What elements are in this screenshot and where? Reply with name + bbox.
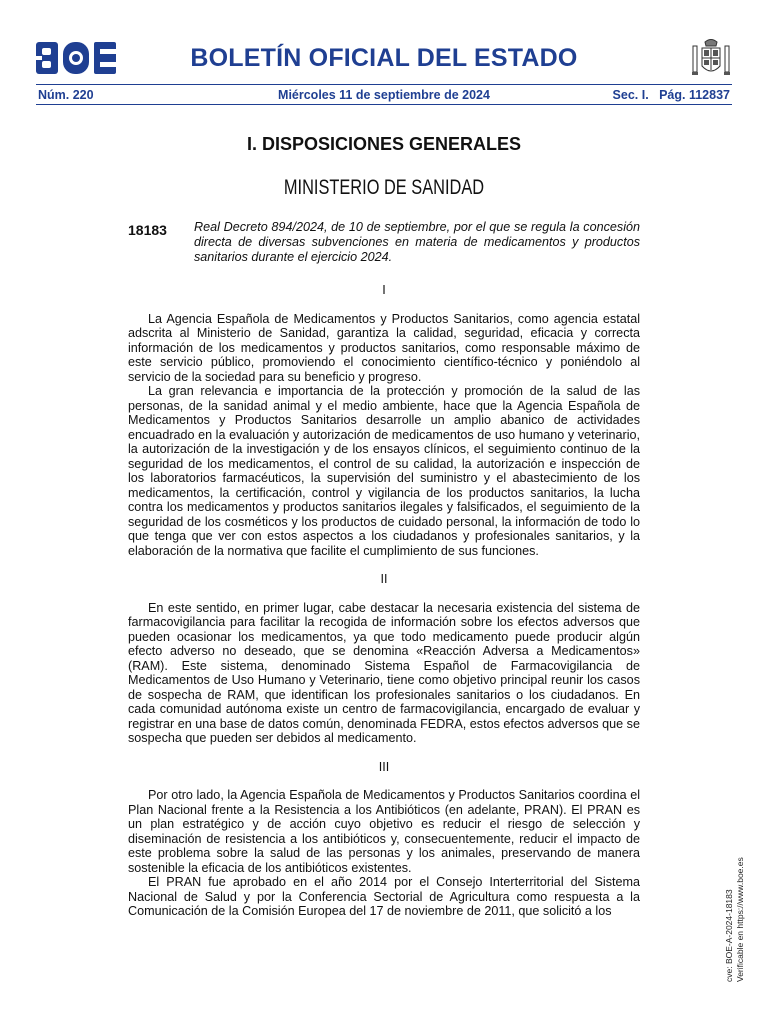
section-page: Sec. I. Pág. 112837 [612, 88, 730, 102]
header-rule-bottom [36, 104, 732, 105]
spain-coat-of-arms-icon [690, 36, 732, 80]
cve-side-note [722, 822, 750, 982]
paragraph: La Agencia Española de Medicamentos y Productos Sanitarios, como agencia estatal adscrita al Ministerio de Sanidad, garantiza la calidad, seguridad, eficacia y correcta información de los medicamentos y productos sanitarios, como responsable máximo de este servicio público, promoviendo el conocimiento científico-técnico y poniéndolo al servicio de la sociedad para su beneficio y progreso. [128, 311, 640, 384]
section-roman-2: II [380, 572, 388, 586]
document-title: Real Decreto 894/2024, de 10 de septiembre, por el que se regula la concesión directa de diversas subvenciones en materia de medicamentos y productos sanitarios durante el ejercicio 2024. [194, 220, 640, 264]
document-number: 18183 [128, 222, 167, 238]
section-heading: I. DISPOSICIONES GENERALES [246, 134, 522, 154]
verification-link[interactable]: Verificable en https://www.boe.es [735, 857, 745, 982]
gazette-title: BOLETÍN OFICIAL DEL ESTADO [190, 44, 578, 72]
section-roman-1: I [382, 283, 386, 297]
issue-date: Miércoles 11 de septiembre de 2024 [278, 88, 490, 102]
issue-number: Núm. 220 [38, 88, 94, 102]
cve-code: cve: BOE-A-2024-18183 [724, 889, 734, 982]
ministry-heading: MINISTERIO DE SANIDAD [283, 176, 485, 199]
paragraph: La gran relevancia e importancia de la protección y promoción de la salud de las personas, de la sanidad animal y el medio ambiente, hace que la Agencia Española de Medicamentos y Productos Sanitarios desarrolle un amplio abanico de actividades encuadrado en la evaluación y autorización de medicamentos de uso humano y veterinario, la autorización de la investigación y de los ensayos clínicos, el seguimiento continuo de la seguridad de los medicamentos, el control de su calidad, la autorización e inspección de los laboratorios farmacéuticos, la supervisión del suministro y el abastecimiento de los medicamentos, la certificación, control y vigilancia de los productos sanitarios, la lucha contra los medicamentos y productos sanitarios ilegales y falsificados, el seguimiento de la seguridad de los cosméticos y los productos de cuidado personal, la información de todo lo que tenga que ver con estos aspectos a los ciudadanos y profesionales sanitarios, y la elaboración de la normativa que facilite el cumplimiento de sus funciones. [128, 384, 640, 558]
section-roman-3: III [378, 759, 390, 774]
header-rule-top [36, 84, 732, 85]
document-body [128, 283, 640, 919]
paragraph: En este sentido, en primer lugar, cabe destacar la necesaria existencia del sistema de farmacovigilancia para facilitar la recogida de información sobre los efectos adversos que pueden ocasionar los medicamentos, ya que todo medicamento puede producir algún efecto adverso no deseado, que se denomina «Reacción Adversa a Medicamentos» (RAM). Este sistema, denominado Sistema Español de Farmacovigilancia de Medicamentos de Uso Humano y Veterinario, tiene como objetivo principal reunir los casos de sospecha de RAM, que identifican los profesionales sanitarios o los ciudadanos. En cada comunidad autónoma existe un centro de farmacovigilancia, encargado de evaluar y registrar en una base de datos común, denominada FEDRA, estos efectos adversos que se sospecha que pueden ser debidos al medicamento. [128, 600, 640, 745]
paragraph: Por otro lado, la Agencia Española de Medicamentos y Productos Sanitarios coordina el Plan Nacional frente a la Resistencia a los Antibióticos (en adelante, PRAN). El PRAN es un plan estratégico y de acción cuyo objetivo es reducir el riesgo de selección y diseminación de resistencia a los antibióticos y, consecuentemente, reducir el impacto de este problema sobre la salud de las personas y los animales, preservando de manera sostenible la eficacia de los antibióticos existentes. [128, 788, 640, 875]
paragraph: El PRAN fue aprobado en el año 2014 por el Consejo Interterritorial del Sistema Nacional de Salud y por la Conferencia Sectorial de Agricultura como respuesta a la Comunicación de la Comisión Europea del 17 de noviembre de 2011, que solicitó a los [128, 875, 640, 918]
